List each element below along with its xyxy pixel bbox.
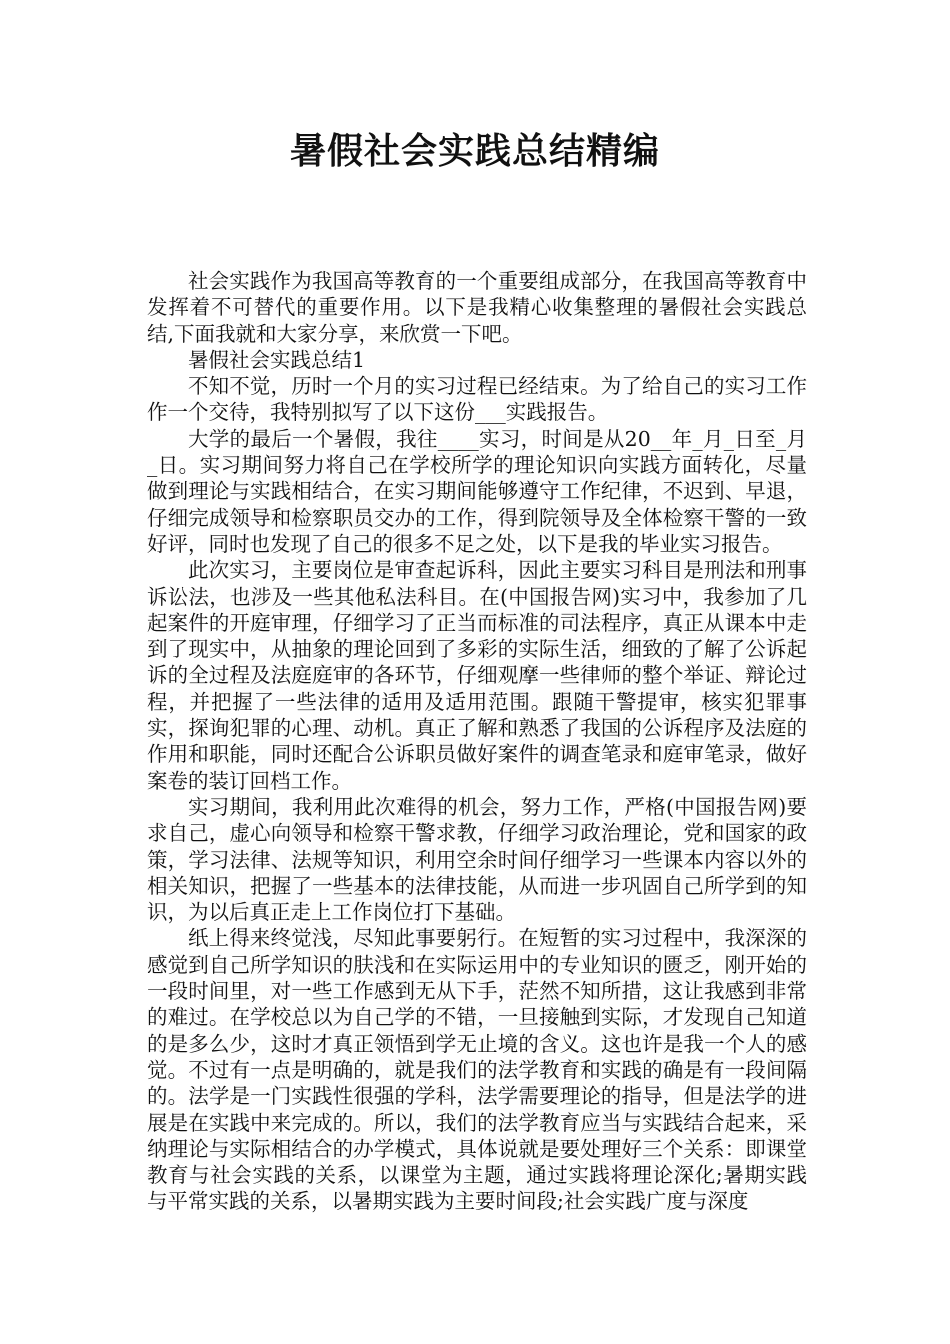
- document-body: [147, 268, 807, 1215]
- paragraph: 实习期间，我利用此次难得的机会，努力工作，严格(中国报告网)要求自己，虚心向领导和检察干警求教，仔细学习政治理论，党和国家的政策，学习法律、法规等知识，利用空余时间仔细学习一些课本内容以外的相关知识，把握了一些基本的法律技能，从而进一步巩固自己所学到的知识，为以后真正走上工作岗位打下基础。: [147, 794, 807, 925]
- section-heading: 暑假社会实践总结1: [188, 347, 366, 372]
- paragraph: 纸上得来终觉浅，尽知此事要躬行。在短暂的实习过程中，我深深的感觉到自己所学知识的肤浅和在实际运用中的专业知识的匮乏，刚开始的一段时间里，对一些工作感到无从下手，茫然不知所措，这让我感到非常的难过。在学校总以为自己学的不错，一旦接触到实际，才发现自己知道的是多么少，这时才真正领悟到学无止境的含义。这也许是我一个人的感觉。不过有一点是明确的，就是我们的法学教育和实践的确是有一段间隔的。法学是一门实践性很强的学科，法学需要理论的指导，但是法学的进展是在实践中来完成的。所以，我们的法学教育应当与实践结合起来，采纳理论与实际相结合的办学模式，具体说就是要处理好三个关系：即课堂教育与社会实践的关系，以课堂为主题，通过实践将理论深化;暑期实践与平常实践的关系，以暑期实践为主要时间段;社会实践广度与深度: [147, 926, 807, 1214]
- paragraph: 此次实习，主要岗位是审查起诉科，因此主要实习科目是刑法和刑事诉讼法，也涉及一些其他私法科目。在(中国报告网)实习中，我参加了几起案件的开庭审理，仔细学习了正当而标准的司法程序，真正从课本中走到了现实中，从抽象的理论回到了多彩的实际生活，细致的了解了公诉起诉的全过程及法庭庭审的各环节，仔细观摩一些律师的整个举证、辩论过程，并把握了一些法律的适用及适用范围。跟随干警提审，核实犯罪事实，探询犯罪的心理、动机。真正了解和熟悉了我国的公诉程序及法庭的作用和职能，同时还配合公诉职员做好案件的调查笔录和庭审笔录，做好案卷的装订回档工作。: [147, 558, 807, 793]
- paragraph-intro: 社会实践作为我国高等教育的一个重要组成部分，在我国高等教育中发挥着不可替代的重要作用。以下是我精心收集整理的暑假社会实践总结,下面我就和大家分享，来欣赏一下吧。: [147, 269, 807, 346]
- paragraph: 大学的最后一个暑假，我往____实习，时间是从20__年_月_日至_月_日。实习期间努力将自己在学校所学的理论知识向实践方面转化，尽量做到理论与实践相结合，在实习期间能够遵守工作纪律，不迟到、早退，仔细完成领导和检察职员交办的工作，得到院领导及全体检察干警的一致好评，同时也发现了自己的很多不足之处，以下是我的毕业实习报告。: [147, 426, 807, 556]
- document-title: 暑假社会实践总结精编: [289, 131, 660, 172]
- paragraph: 不知不觉，历时一个月的实习过程已经结束。为了给自己的实习工作作一个交待，我特别拟写了以下这份___实践报告。: [147, 374, 807, 425]
